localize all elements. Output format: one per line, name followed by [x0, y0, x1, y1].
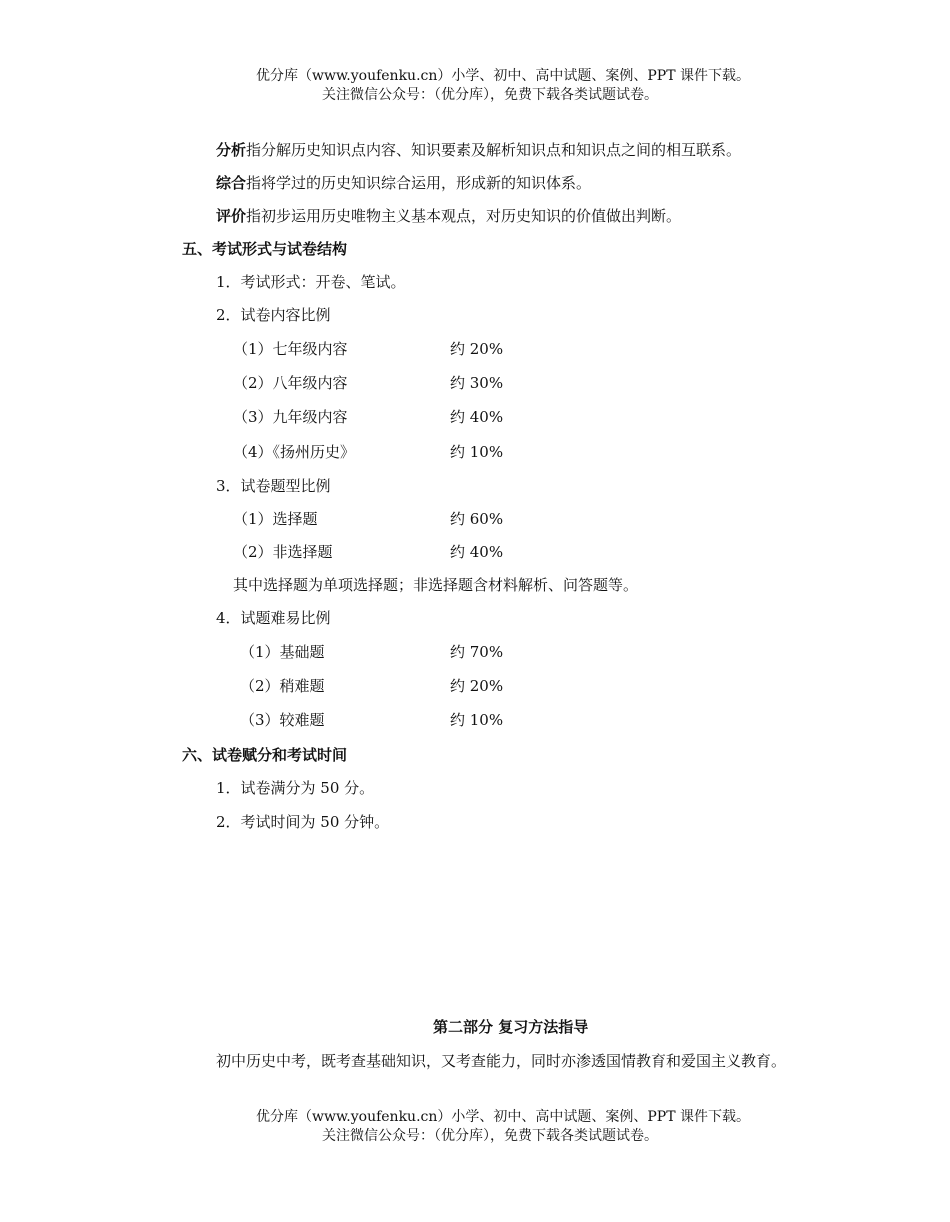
definition-synthesis	[216, 174, 591, 192]
section-6-item-1: 1．试卷满分为 50 分。	[216, 779, 375, 797]
page-footer-line1: 优分库（www.youfenku.cn）小学、初中、高中试题、案例、PPT 课件下载。	[256, 1109, 751, 1125]
part-2-intro: 初中历史中考，既考查基础知识，又考查能力，同时亦渗透国情教育和爱国主义教育。	[216, 1052, 787, 1070]
difficulty-ratio-label: （1）基础题	[240, 643, 325, 661]
type-ratio-label: （1）选择题	[233, 510, 318, 528]
difficulty-ratio-label: （3）较难题	[240, 711, 325, 729]
definition-term: 综合	[216, 174, 247, 192]
content-ratio-value: 约 10%	[450, 443, 504, 461]
content-ratio-value: 约 40%	[450, 408, 504, 426]
section-5-item-2: 2．试卷内容比例	[216, 306, 331, 324]
definition-evaluation	[216, 207, 681, 225]
section-5-item-4: 4．试题难易比例	[216, 609, 331, 627]
type-ratio-note: 其中选择题为单项选择题；非选择题含材料解析、问答题等。	[233, 576, 639, 594]
definition-text: 指将学过的历史知识综合运用，形成新的知识体系。	[246, 174, 592, 192]
difficulty-ratio-value: 约 70%	[450, 643, 504, 661]
section-6-title: 六、试卷赋分和考试时间	[182, 746, 348, 764]
section-6-item-2: 2．考试时间为 50 分钟。	[216, 813, 390, 831]
type-ratio-value: 约 60%	[450, 510, 504, 528]
difficulty-ratio-value: 约 20%	[450, 677, 504, 695]
page-header-line2: 关注微信公众号：（优分库），免费下载各类试题试卷。	[322, 87, 658, 103]
type-ratio-label: （2）非选择题	[233, 543, 333, 561]
content-ratio-label: （2）八年级内容	[233, 374, 348, 392]
content-ratio-label: （3）九年级内容	[233, 408, 348, 426]
definition-analysis	[216, 141, 741, 159]
section-5-item-1: 1．考试形式：开卷、笔试。	[216, 273, 406, 291]
difficulty-ratio-value: 约 10%	[450, 711, 504, 729]
definition-text: 指分解历史知识点内容、知识要素及解析知识点和知识点之间的相互联系。	[246, 141, 742, 159]
content-ratio-value: 约 20%	[450, 340, 504, 358]
content-ratio-value: 约 30%	[450, 374, 504, 392]
type-ratio-value: 约 40%	[450, 543, 504, 561]
page-header-line1: 优分库（www.youfenku.cn）小学、初中、高中试题、案例、PPT 课件下载。	[256, 68, 751, 84]
page-footer-line2: 关注微信公众号：（优分库），免费下载各类试题试卷。	[322, 1128, 658, 1144]
content-ratio-label: （1）七年级内容	[233, 340, 348, 358]
definition-term: 分析	[216, 141, 247, 159]
part-2-title: 第二部分 复习方法指导	[433, 1018, 589, 1036]
definition-term: 评价	[216, 207, 247, 225]
definition-text: 指初步运用历史唯物主义基本观点，对历史知识的价值做出判断。	[246, 207, 682, 225]
section-5-title: 五、考试形式与试卷结构	[182, 240, 348, 258]
difficulty-ratio-label: （2）稍难题	[240, 677, 325, 695]
content-ratio-label: （4）《扬州历史》	[233, 443, 356, 461]
section-5-item-3: 3．试卷题型比例	[216, 477, 331, 495]
